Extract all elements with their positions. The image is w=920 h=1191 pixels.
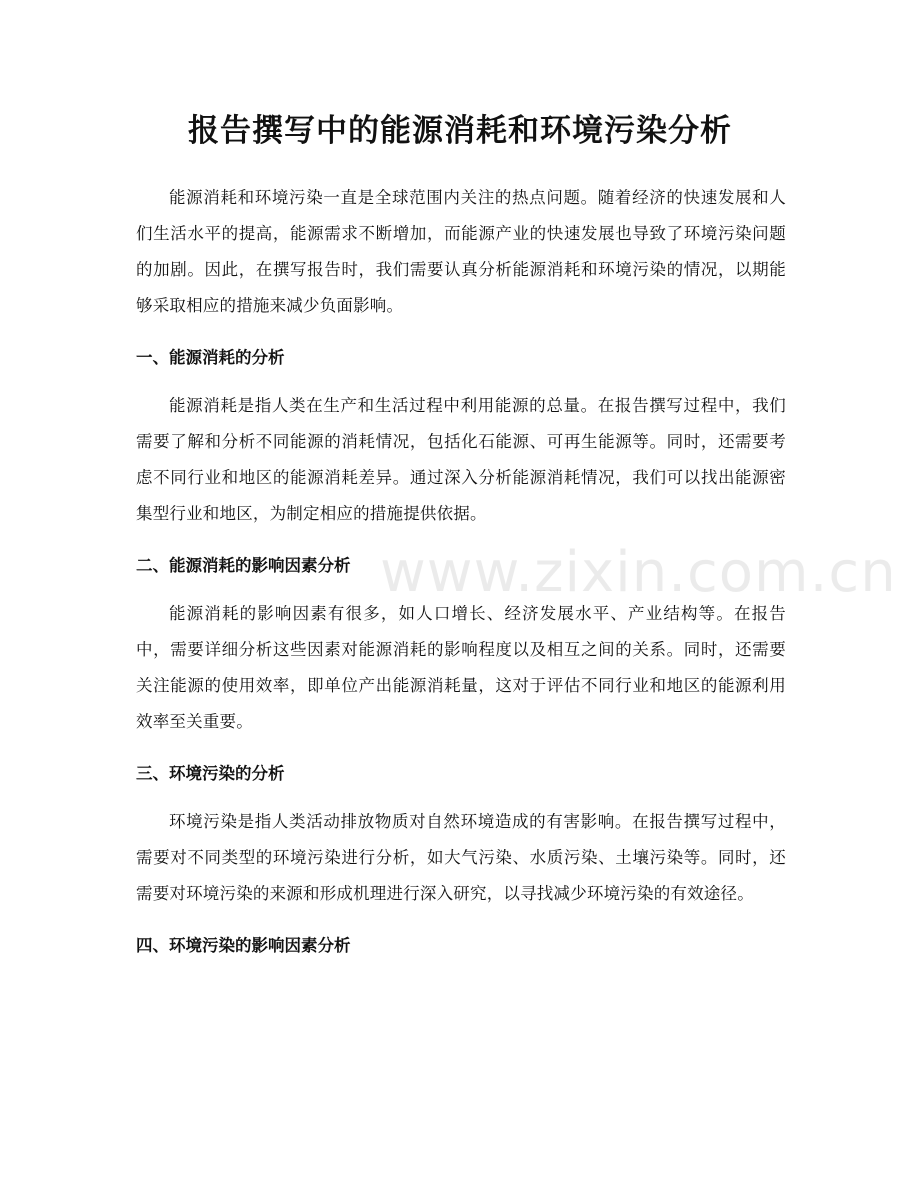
intro-paragraph: 能源消耗和环境污染一直是全球范围内关注的热点问题。随着经济的快速发展和人们生活水平的提高，能源需求不断增加，而能源产业的快速发展也导致了环境污染问题的加剧。因此，在撰写报告时，我们需要认真分析能源消耗和环境污染的情况，以期能够采取相应的措施来减少负面影响。 — [136, 188, 786, 315]
section-heading-4: 四、环境污染的影响因素分析 — [136, 936, 351, 955]
watermark-text: www.zixin.com.cn — [380, 540, 897, 605]
section-body-3: 环境污染是指人类活动排放物质对自然环境造成的有害影响。在报告撰写过程中，需要对不同类型的环境污染进行分析，如大气污染、水质污染、土壤污染等。同时，还需要对环境污染的来源和形成机理进行深入研究，以寻找减少环境污染的有效途径。 — [136, 812, 786, 903]
section-body-1: 能源消耗是指人类在生产和生活过程中利用能源的总量。在报告撰写过程中，我们需要了解和分析不同能源的消耗情况，包括化石能源、可再生能源等。同时，还需要考虑不同行业和地区的能源消耗差异。通过深入分析能源消耗情况，我们可以找出能源密集型行业和地区，为制定相应的措施提供依据。 — [136, 396, 786, 523]
document-body — [136, 180, 786, 964]
section-heading-1: 一、能源消耗的分析 — [136, 348, 285, 367]
document-title: 报告撰写中的能源消耗和环境污染分析 — [188, 113, 732, 149]
section-heading-3: 三、环境污染的分析 — [136, 764, 285, 783]
section-heading-2: 二、能源消耗的影响因素分析 — [136, 556, 351, 575]
section-body-2: 能源消耗的影响因素有很多，如人口增长、经济发展水平、产业结构等。在报告中，需要详细分析这些因素对能源消耗的影响程度以及相互之间的关系。同时，还需要关注能源的使用效率，即单位产出能源消耗量，这对于评估不同行业和地区的能源利用效率至关重要。 — [136, 604, 786, 731]
